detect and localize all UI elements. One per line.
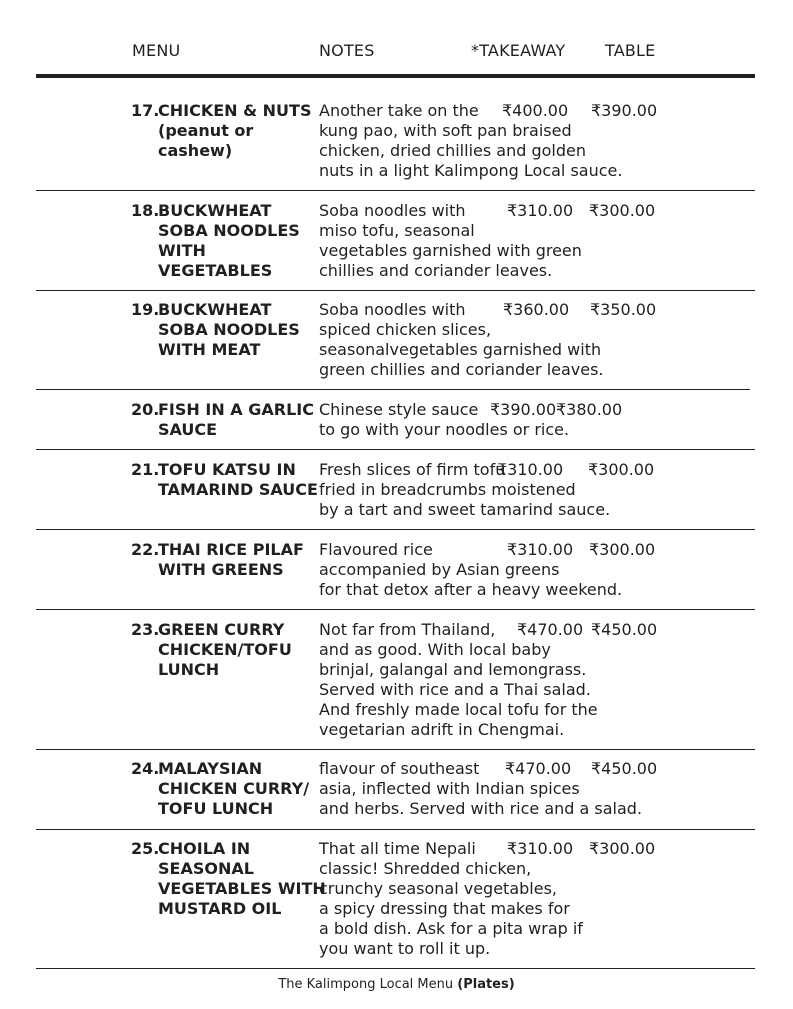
- item-name-line: SOBA NOODLES: [158, 320, 300, 339]
- takeaway-price: ₹470.00: [517, 620, 584, 639]
- table-price: ₹380.00: [556, 400, 623, 419]
- notes-column-header: NOTES: [319, 41, 375, 60]
- item-number: 22.: [131, 540, 160, 559]
- row-divider: [36, 749, 755, 750]
- item-name-line: (peanut or: [158, 121, 254, 140]
- row-divider: [36, 609, 755, 610]
- item-notes-line: asia, inflected with Indian spices: [319, 779, 580, 798]
- row-divider: [36, 290, 755, 291]
- item-notes-line: to go with your noodles or rice.: [319, 420, 570, 439]
- item-notes-line: a bold dish. Ask for a pita wrap if: [319, 919, 583, 938]
- item-notes-line: miso tofu, seasonal: [319, 221, 475, 240]
- takeaway-price: ₹310.00: [507, 839, 574, 858]
- item-number: 21.: [131, 460, 160, 479]
- item-name: [158, 460, 318, 500]
- item-name-line: FISH IN A GARLIC: [158, 400, 314, 419]
- item-notes-line: flavour of southeast: [319, 759, 480, 778]
- item-notes-line: vegetables garnished with green: [319, 241, 582, 260]
- item-notes-line: a spicy dressing that makes for: [319, 899, 570, 918]
- footer-text: The Kalimpong Local Menu: [278, 977, 454, 992]
- item-name-line: cashew): [158, 141, 233, 160]
- item-number: 23.: [131, 620, 160, 639]
- item-notes-line: seasonalvegetables garnished with: [319, 340, 602, 359]
- item-name-line: TOFU LUNCH: [158, 799, 274, 818]
- takeaway-price: ₹390.00: [490, 400, 557, 419]
- item-notes-line: fried in breadcrumbs moistened: [319, 480, 576, 499]
- item-notes-line: brinjal, galangal and lemongrass.: [319, 660, 587, 679]
- row-divider: [36, 449, 755, 450]
- takeaway-column-header: *TAKEAWAY: [471, 41, 566, 60]
- item-name-line: WITH: [158, 241, 206, 260]
- item-name-line: WITH MEAT: [158, 340, 261, 359]
- item-number: 17.: [131, 101, 160, 120]
- takeaway-price: ₹400.00: [502, 101, 569, 120]
- item-notes-line: by a tart and sweet tamarind sauce.: [319, 500, 611, 519]
- item-number: 18.: [131, 201, 160, 220]
- takeaway-price: ₹360.00: [503, 300, 570, 319]
- item-name-line: THAI RICE PILAF: [158, 540, 304, 559]
- item-notes-line: spiced chicken slices,: [319, 320, 492, 339]
- menu-column-header: MENU: [132, 41, 181, 60]
- item-notes-line: That all time Nepali: [319, 839, 476, 858]
- item-notes-line: chicken, dried chillies and golden: [319, 141, 586, 160]
- item-notes-line: chillies and coriander leaves.: [319, 261, 553, 280]
- item-name-line: SEASONAL: [158, 859, 254, 878]
- item-number: 24.: [131, 759, 160, 778]
- table-price: ₹350.00: [590, 300, 657, 319]
- item-notes: [319, 460, 610, 520]
- table-price: ₹390.00: [591, 101, 658, 120]
- row-divider: [36, 529, 755, 530]
- row-divider: [36, 829, 755, 830]
- item-name-line: CHICKEN & NUTS: [158, 101, 312, 120]
- row-divider: [36, 190, 755, 191]
- item-notes-line: Fresh slices of firm tofu: [319, 460, 506, 479]
- row-divider: [36, 968, 755, 969]
- item-name-line: TAMARIND SAUCE: [158, 480, 318, 499]
- table-price: ₹300.00: [589, 839, 656, 858]
- item-notes-line: And freshly made local tofu for the: [319, 700, 598, 719]
- item-name: [158, 101, 318, 161]
- takeaway-price: ₹310.00: [497, 460, 564, 479]
- table-price: ₹300.00: [589, 540, 656, 559]
- item-notes-line: vegetarian adrift in Chengmai.: [319, 720, 565, 739]
- item-name-line: CHICKEN CURRY/: [158, 779, 310, 798]
- item-notes-line: you want to roll it up.: [319, 939, 491, 958]
- item-name-line: VEGETABLES: [158, 261, 273, 280]
- table-price: ₹300.00: [589, 201, 656, 220]
- item-notes-line: and herbs. Served with rice and a salad.: [319, 799, 643, 818]
- item-number: 25.: [131, 839, 160, 858]
- item-name-line: MALAYSIAN: [158, 759, 263, 778]
- item-name-line: LUNCH: [158, 660, 220, 679]
- item-name-line: MUSTARD OIL: [158, 899, 282, 918]
- item-notes: [319, 101, 622, 181]
- item-name: [158, 759, 318, 819]
- item-notes: [319, 540, 622, 600]
- item-name-line: CHOILA IN: [158, 839, 251, 858]
- item-notes-line: kung pao, with soft pan braised: [319, 121, 572, 140]
- item-name-line: BUCKWHEAT: [158, 300, 272, 319]
- item-notes-line: and as good. With local baby: [319, 640, 551, 659]
- item-name-line: VEGETABLES WITH: [158, 879, 326, 898]
- page-footer: [0, 977, 793, 992]
- item-name: [158, 400, 318, 440]
- table-price: ₹450.00: [591, 620, 658, 639]
- row-divider: [36, 389, 750, 390]
- item-notes-line: green chillies and coriander leaves.: [319, 360, 604, 379]
- item-notes-line: crunchy seasonal vegetables,: [319, 879, 557, 898]
- item-notes-line: Another take on the: [319, 101, 479, 120]
- item-name-line: TOFU KATSU IN: [158, 460, 296, 479]
- item-notes-line: accompanied by Asian greens: [319, 560, 560, 579]
- item-notes-line: Chinese style sauce: [319, 400, 479, 419]
- item-name: [158, 201, 318, 281]
- item-number: 19.: [131, 300, 160, 319]
- header-divider: [36, 74, 755, 78]
- item-name: [158, 839, 326, 919]
- item-notes-line: Not far from Thailand,: [319, 620, 496, 639]
- table-column-header: TABLE: [605, 41, 656, 60]
- item-name-line: BUCKWHEAT: [158, 201, 272, 220]
- takeaway-price: ₹470.00: [505, 759, 572, 778]
- item-name: [158, 300, 318, 360]
- item-name: [158, 620, 318, 680]
- takeaway-price: ₹310.00: [507, 201, 574, 220]
- item-name: [158, 540, 318, 580]
- item-name-line: SOBA NOODLES: [158, 221, 300, 240]
- item-name-line: CHICKEN/TOFU: [158, 640, 292, 659]
- table-price: ₹300.00: [588, 460, 655, 479]
- item-notes-line: Soba noodles with: [319, 300, 466, 319]
- item-name-line: WITH GREENS: [158, 560, 284, 579]
- table-price: ₹450.00: [591, 759, 658, 778]
- item-notes-line: for that detox after a heavy weekend.: [319, 580, 623, 599]
- item-notes-line: Flavoured rice: [319, 540, 433, 559]
- item-notes-line: classic! Shredded chicken,: [319, 859, 532, 878]
- footer-bold: (Plates): [457, 977, 515, 992]
- item-number: 20.: [131, 400, 160, 419]
- takeaway-price: ₹310.00: [507, 540, 574, 559]
- item-name-line: GREEN CURRY: [158, 620, 285, 639]
- item-notes-line: Served with rice and a Thai salad.: [319, 680, 591, 699]
- item-notes-line: nuts in a light Kalimpong Local sauce.: [319, 161, 623, 180]
- item-notes-line: Soba noodles with: [319, 201, 466, 220]
- item-name-line: SAUCE: [158, 420, 218, 439]
